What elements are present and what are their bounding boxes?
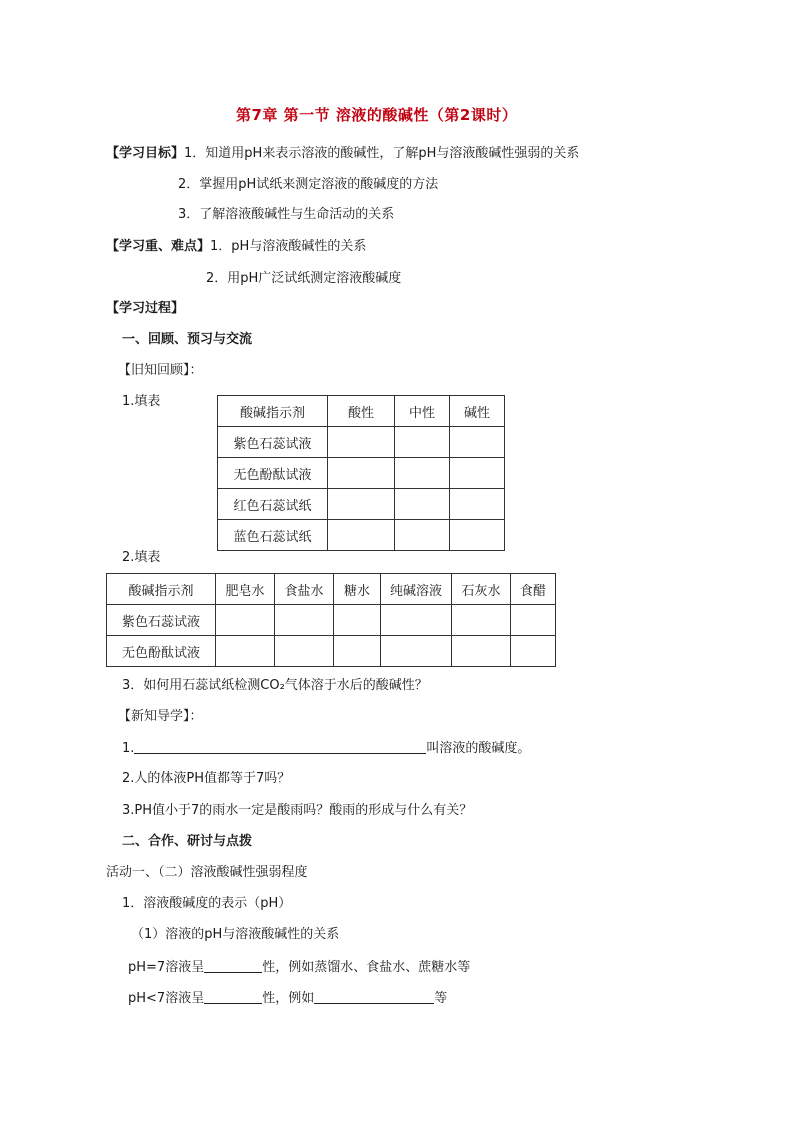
activity-title: 活动一、（二）溶液酸碱性强弱程度 <box>106 865 308 880</box>
objectives-line-1 <box>106 145 579 163</box>
blank-cell[interactable] <box>275 636 334 667</box>
new-question-1-prefix: 1. <box>122 741 135 756</box>
keypoint-item: 1．pH与溶液酸碱性的关系 <box>210 239 367 254</box>
table-header-cell: 石灰水 <box>452 574 511 605</box>
question-2-label: 2.填表 <box>122 550 161 565</box>
table-row <box>218 458 505 489</box>
fill-blank[interactable] <box>314 989 434 1004</box>
blank-cell[interactable] <box>452 605 511 636</box>
section2-heading: 二、合作、研讨与点拨 <box>122 834 253 849</box>
table-row <box>107 605 556 636</box>
blank-cell[interactable] <box>334 636 381 667</box>
new-question-3: 3.PH值小于7的雨水一定是酸雨吗？酸雨的形成与什么有关？ <box>122 803 473 818</box>
table-row <box>218 427 505 458</box>
blank-cell[interactable] <box>381 605 452 636</box>
objectives-label: 【学习目标】 <box>106 146 185 161</box>
row-label: 紫色石蕊试液 <box>218 427 328 458</box>
ph-equal-prefix: pH=7溶液呈 <box>128 960 205 975</box>
blank-cell[interactable] <box>450 520 505 551</box>
table-header-cell: 纯碱溶液 <box>381 574 452 605</box>
ph-less-mid: 性，例如 <box>262 991 315 1006</box>
blank-cell[interactable] <box>511 605 556 636</box>
fill-blank[interactable] <box>204 989 262 1004</box>
blank-cell[interactable] <box>275 605 334 636</box>
ph-less-prefix: pH<7溶液呈 <box>128 991 205 1006</box>
blank-cell[interactable] <box>452 636 511 667</box>
ph-equal-suffix: 性，例如蒸馏水、食盐水、蔗糖水等 <box>262 960 471 975</box>
table-row <box>107 636 556 667</box>
blank-cell[interactable] <box>450 489 505 520</box>
keypoint-item: 2．用pH广泛试纸测定溶液酸碱度 <box>206 271 402 286</box>
new-question-1 <box>122 739 530 758</box>
blank-cell[interactable] <box>450 458 505 489</box>
blank-cell[interactable] <box>216 636 275 667</box>
blank-cell[interactable] <box>328 458 395 489</box>
objective-item: 3．了解溶液酸碱性与生命活动的关系 <box>178 207 395 222</box>
blank-cell[interactable] <box>216 605 275 636</box>
row-label: 红色石蕊试纸 <box>218 489 328 520</box>
row-label: 无色酚酞试液 <box>107 636 216 667</box>
page-title: 第7章 第一节 溶液的酸碱性（第2课时） <box>236 106 518 124</box>
subsection-1a: （1）溶液的pH与溶液酸碱性的关系 <box>131 927 340 942</box>
blank-cell[interactable] <box>395 489 450 520</box>
process-label: 【学习过程】 <box>106 301 185 316</box>
section1-heading: 一、回顾、预习与交流 <box>122 332 253 347</box>
keypoints-label: 【学习重、难点】 <box>106 239 211 254</box>
table-header-cell: 食醋 <box>511 574 556 605</box>
fill-blank[interactable] <box>134 739 426 754</box>
new-question-1-suffix: 叫溶液的酸碱度。 <box>426 741 531 756</box>
question-1-label: 1.填表 <box>122 394 161 409</box>
table-header-cell: 酸碱指示剂 <box>218 396 328 427</box>
blank-cell[interactable] <box>395 427 450 458</box>
objective-item: 2．掌握用pH试纸来测定溶液的酸碱度的方法 <box>178 177 439 192</box>
table-row <box>218 489 505 520</box>
indicator-table-1 <box>217 395 505 551</box>
new-knowledge-label: 【新知导学】： <box>118 709 203 724</box>
table-header-row <box>218 396 505 427</box>
review-label: 【旧知回顾】： <box>118 363 203 378</box>
table-header-cell: 中性 <box>395 396 450 427</box>
table-header-cell: 食盐水 <box>275 574 334 605</box>
row-label: 紫色石蕊试液 <box>107 605 216 636</box>
keypoints-line-1 <box>106 238 366 256</box>
table-header-row <box>107 574 556 605</box>
ph-less-line <box>128 989 447 1008</box>
table-header-cell: 碱性 <box>450 396 505 427</box>
fill-blank[interactable] <box>204 958 262 973</box>
blank-cell[interactable] <box>328 489 395 520</box>
row-label: 无色酚酞试液 <box>218 458 328 489</box>
blank-cell[interactable] <box>334 605 381 636</box>
objective-item: 1．知道用pH来表示溶液的酸碱性，了解pH与溶液酸碱性强弱的关系 <box>184 146 580 161</box>
blank-cell[interactable] <box>328 427 395 458</box>
table-header-cell: 酸碱指示剂 <box>107 574 216 605</box>
table-header-cell: 酸性 <box>328 396 395 427</box>
question-3: 3．如何用石蕊试纸检测CO₂气体溶于水后的酸碱性？ <box>122 678 428 693</box>
blank-cell[interactable] <box>395 520 450 551</box>
ph-equal-line <box>128 958 470 977</box>
blank-cell[interactable] <box>328 520 395 551</box>
table-header-cell: 糖水 <box>334 574 381 605</box>
table-row <box>218 520 505 551</box>
ph-less-suffix: 等 <box>434 991 448 1006</box>
blank-cell[interactable] <box>395 458 450 489</box>
subsection-1: 1．溶液酸碱度的表示（pH） <box>122 896 292 911</box>
blank-cell[interactable] <box>511 636 556 667</box>
table-header-cell: 肥皂水 <box>216 574 275 605</box>
blank-cell[interactable] <box>381 636 452 667</box>
new-question-2: 2.人的体液PH值都等于7吗？ <box>122 771 291 786</box>
blank-cell[interactable] <box>450 427 505 458</box>
row-label: 蓝色石蕊试纸 <box>218 520 328 551</box>
indicator-table-2 <box>106 573 556 667</box>
